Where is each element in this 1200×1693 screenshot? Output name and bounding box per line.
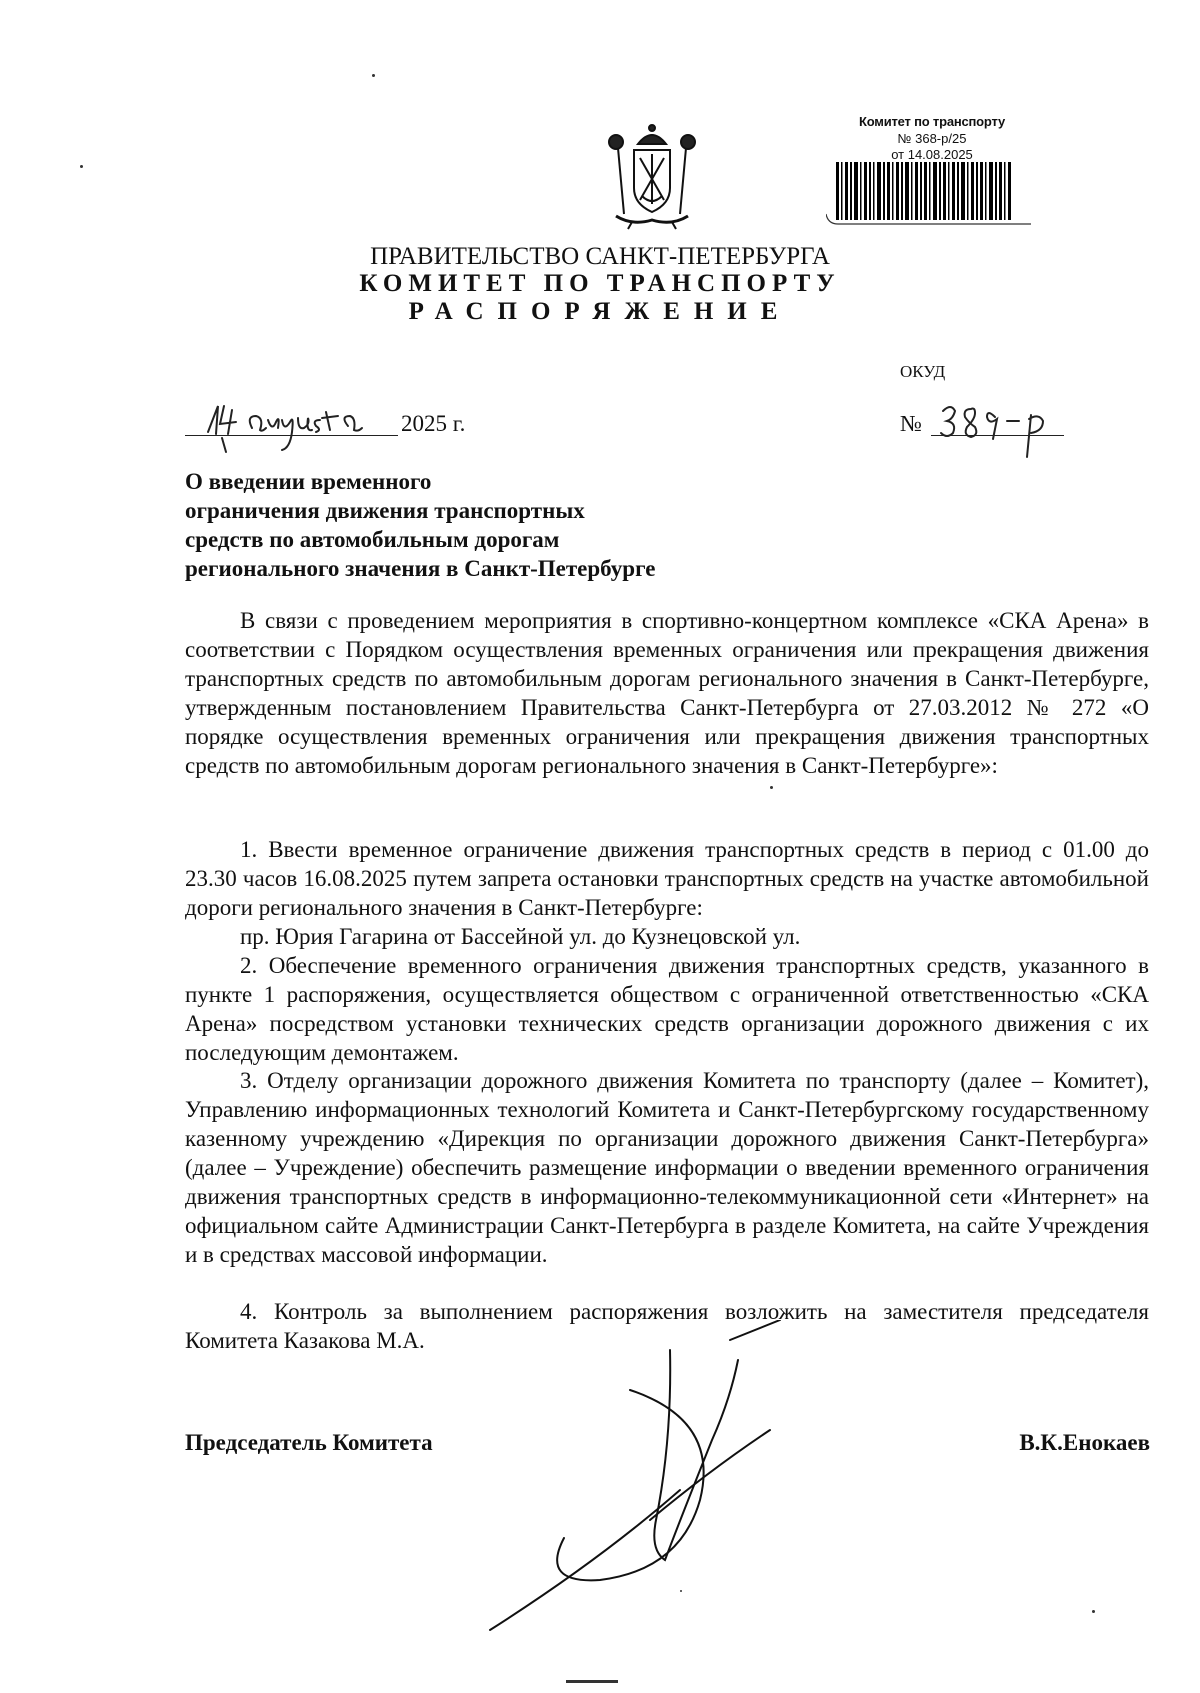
government-header: ПРАВИТЕЛЬСТВО САНКТ-ПЕТЕРБУРГА — [370, 243, 830, 270]
scan-speck — [770, 786, 773, 789]
stamp-organization: Комитет по транспорту — [858, 114, 1006, 129]
item-2-paragraph: 2. Обеспечение временного ограничения движения транспортных средств, указанного в пункте 1 распоряжения, осуществляется обществом с ограниченной ответственностью «СКА Арена» посредством установки технических средств организации дорожного движения с их последующим демонтажем. — [185, 953, 1149, 1065]
item-1-road-line: пр. Юрия Гагарина от Бассейной ул. до Кузнецовской ул. — [240, 924, 801, 949]
handwritten-number — [935, 395, 1065, 460]
item-1-paragraph: 1. Ввести временное ограничение движения транспортных средств в период с 01.00 до 23.30 часов 16.08.2025 путем запрета остановки транспортных средств на участке автомобильной дороги регионального значения в Санкт-Петербурге: — [185, 837, 1149, 920]
footer-mark — [566, 1679, 618, 1685]
stamp-number: № 368-р/25 — [897, 131, 967, 146]
document-title — [185, 467, 745, 583]
title-line: О введении временного — [185, 469, 432, 494]
date-year: 2025 г. — [401, 411, 466, 436]
intro-paragraph: В связи с проведением мероприятия в спортивно-концертном комплексе «СКА Арена» в соответствии с Порядком осуществления временных ограничения или прекращения движения транспортных средств по автомобильным дорогам регионального значения в Санкт-Петербурге, утвержденным постановлением Правительства Санкт-Петербурга от 27.03.2012 № 272 «О порядке осуществления временных ограничения или прекращения движения транспортных средств по автомобильным дорогам регионального значения в Санкт-Петербурге»: — [185, 608, 1149, 778]
signatory-position: Председатель Комитета — [185, 1430, 433, 1455]
handwritten-signature — [480, 1320, 820, 1640]
scan-speck — [1092, 1610, 1095, 1613]
okud-label: ОКУД — [900, 362, 946, 381]
scan-speck — [372, 74, 375, 77]
item-3-paragraph: 3. Отделу организации дорожного движения Комитета по транспорту (далее – Комитет), Управлению информационных технологий Комитета и Санкт-Петербургскому государственному казенному учреждению «Дирекция по организации дорожного движения Санкт-Петербурга» (далее – Учреждение) обеспечить размещение информации о введении временного ограничения движения транспортных средств в информационно-телекоммуникационной сети «Интернет» на официальном сайте Администрации Санкт-Петербурга в разделе Комитета, на сайте Учреждения и в средствах массовой информации. — [185, 1068, 1149, 1267]
item-4-paragraph: 4. Контроль за выполнением распоряжения возложить на заместителя председателя Комитета Казакова М.А. — [185, 1299, 1149, 1353]
coat-of-arms-emblem — [602, 122, 702, 230]
handwritten-date — [202, 392, 402, 454]
scan-speck — [80, 165, 83, 168]
signatory-name: В.К.Енокаев — [1019, 1430, 1150, 1455]
title-line: средств по автомобильным дорогам — [185, 527, 560, 552]
stamp-date: от 14.08.2025 — [891, 147, 973, 162]
committee-header: КОМИТЕТ ПО ТРАНСПОРТУ — [359, 270, 841, 297]
scan-speck — [680, 1590, 682, 1592]
document-type-header: РАСПОРЯЖЕНИЕ — [408, 298, 792, 325]
barcode — [826, 162, 1031, 228]
number-sign: № — [900, 411, 922, 436]
title-line: регионального значения в Санкт-Петербурге — [185, 556, 656, 581]
title-line: ограничения движения транспортных — [185, 498, 585, 523]
